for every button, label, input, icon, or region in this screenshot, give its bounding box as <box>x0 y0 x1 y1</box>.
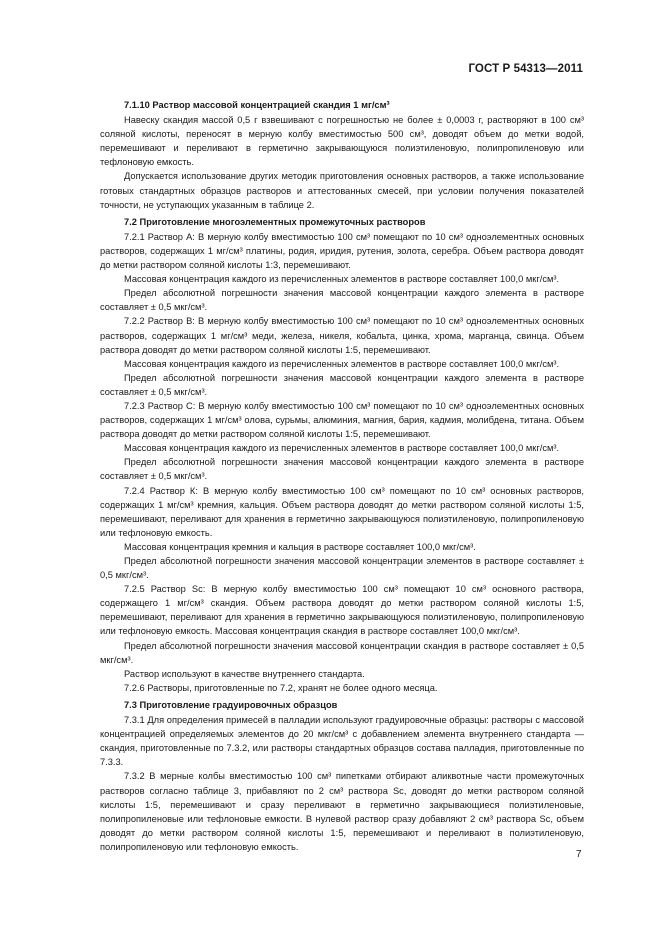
paragraph: 7.2.3 Раствор С: В мерную колбу вместимостью 100 см³ помещают по 10 см³ одноэлементных основных растворов, содержащих 1 мг/см³ олова, сурьмы, алюминия, магния, бария, кадмия, молибдена, титана. Объем раствора доводят до метки раствором соляной кислоты 1:5, перемешивают. <box>100 400 584 440</box>
standard-code-header: ГОСТ Р 54313—2011 <box>468 63 583 75</box>
paragraph: Предел абсолютной погрешности значения массовой концентрации скандия в растворе составляет ± 0,5 мкг/см³. <box>100 640 584 665</box>
paragraph: Допускается использование других методик приготовления основных растворов, а также использование готовых стандартных образцов растворов и аттестованных смесей, при условии получения показателей точности, не уступающих указанным в таблице 2. <box>100 171 584 210</box>
paragraph: 7.2.4 Раствор К: В мерную колбу вместимостью 100 см³ помещают по 10 см³ основных растворов, содержащих 1 мг/см³ кремния, кальция. Объем раствора доводят до метки раствором соляной кислоты 1:5, перемешивают, переливают для хранения в герметично закрывающуюся полиэтиленовую, полипропиленовую или тефлоновую емкость. <box>100 485 584 538</box>
paragraph: Предел абсолютной погрешности значения массовой концентрации элементов в растворе составляет ± 0,5 мкг/см³. <box>100 556 584 581</box>
section-heading: 7.3 Приготовление градуировочных образцов <box>124 699 338 710</box>
paragraph: Массовая концентрация каждого из перечисленных элементов в растворе составляет 100,0 мкг/см³. <box>124 358 560 369</box>
paragraph: 7.3.2 В мерные колбы вместимостью 100 см³ пипетками отбирают аликвотные части промежуточных растворов согласно таблице 3, прибавляют по 2 см³ раствора Sc, доводят до метки раствором соляной кислоты 1:5, перемешивают и сразу переливают в герметично закрывающиеся полиэтиленовые, полипропиленовые или тефлоновые емкости. В нулевой раствор сразу добавляют 2 см³ раствора Sc, объем доводят до метки раствором соляной кислоты 1:5, перемешивают и переливают в полиэтиленовую, полипропиленовую или тефлоновую емкость. <box>100 771 584 852</box>
paragraph: 7.2.6 Растворы, приготовленные по 7.2, хранят не более одного месяца. <box>124 682 438 693</box>
paragraph: Массовая концентрация каждого из перечисленных элементов в растворе составляет 100,0 мкг/см³. <box>124 274 560 285</box>
paragraph: Предел абсолютной погрешности значения массовой концентрации каждого элемента в растворе составляет ± 0,5 мкг/см³. <box>100 288 584 313</box>
paragraph: Предел абсолютной погрешности значения массовой концентрации каждого элемента в растворе составляет ± 0,5 мкг/см³. <box>100 372 584 397</box>
paragraph: Массовая концентрация каждого из перечисленных элементов в растворе составляет 100,0 мкг/см³. <box>124 443 560 454</box>
paragraph: 7.2.5 Раствор Sc: В мерную колбу вместимостью 100 см³ помещают 10 см³ основного раствора, содержащего 1 мг/см³ скандия. Объем раствора доводят до метки раствором соляной кислоты 1:5, перемешивают, переливают для хранения в герметично закрывающуюся полиэтиленовую, полипропиленовую или тефлоновую емкость. Массовая концентрация скандия в растворе составляет 100,0 мкг/см³. <box>100 584 584 637</box>
paragraph: Навеску скандия массой 0,5 г взвешивают с погрешностью не более ± 0,0003 г, растворяют в 100 см³ соляной кислоты, переносят в мерную колбу вместимостью 500 см³, доводят объем до метки водой, перемешивают и переливают в герметично закрывающуюся полиэтиленовую, полипропиленовую или тефлоновую емкость. <box>100 115 584 168</box>
paragraph: 7.2.1 Раствор А: В мерную колбу вместимостью 100 см³ помещают по 10 см³ одноэлементных основных растворов, содержащих 1 мг/см³ платины, родия, иридия, рутения, золота, серебра. Объем раствора доводят до метки раствором соляной кислоты 1:3, перемешивают. <box>100 231 584 271</box>
section-heading: 7.2 Приготовление многоэлементных промежуточных растворов <box>124 216 426 227</box>
section-heading: 7.1.10 Раствор массовой концентрацией скандия 1 мг/см³ <box>124 100 390 110</box>
paragraph: Предел абсолютной погрешности значения массовой концентрации каждого элемента в растворе составляет ± 0,5 мкг/см³. <box>100 457 584 482</box>
document-body <box>100 95 584 854</box>
paragraph: Раствор используют в качестве внутреннего стандарта. <box>124 668 365 679</box>
paragraph: 7.3.1 Для определения примесей в палладии используют градуировочные образцы: растворы с массовой концентрацией определяемых элементов до 20 мкг/см³ с добавлением элемента внутреннего стандарта — скандия, приготовленные по 7.3.2, или растворы стандартных образцов состава палладия, приготовленные по 7.3.3. <box>100 715 584 768</box>
page-number: 7 <box>576 849 582 860</box>
paragraph: Массовая концентрация кремния и кальция в растворе составляет 100,0 мкг/см³. <box>124 541 476 552</box>
paragraph: 7.2.2 Раствор В: В мерную колбу вместимостью 100 см³ помещают по 10 см³ одноэлементных основных растворов, содержащих 1 мг/см³ меди, железа, никеля, кобальта, цинка, хрома, марганца, свинца. Объем раствора доводят до метки раствором соляной кислоты 1:5, перемешивают. <box>100 316 584 355</box>
